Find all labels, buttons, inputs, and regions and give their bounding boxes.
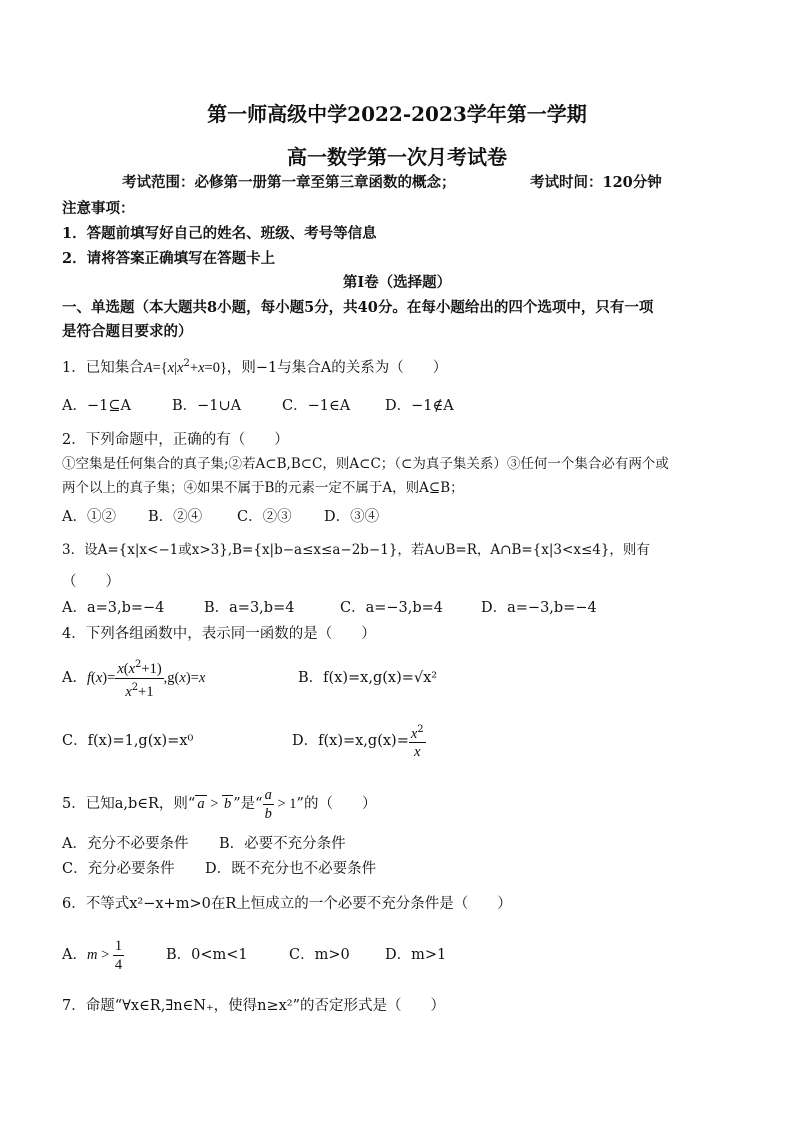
question-5: 5．已知a,b∈R，则“ a > b ”是“ $\frac{a}{b}$ > 1”的（ ） [62, 786, 377, 822]
q6-option-c[interactable]: C．m>0 [289, 947, 350, 963]
section-heading-cont: 是符合题目要求的） [62, 323, 193, 340]
q4-options-cd [62, 718, 424, 764]
q2-option-c[interactable]: C．②③ [237, 509, 292, 525]
q1-set-formula: A [143, 359, 153, 376]
part1-title: 第Ⅰ卷（选择题） [342, 274, 452, 291]
q2-statements-line1: ①空集是任何集合的真子集;②若A⊂B,B⊂C，则A⊂C；（⊂为真子集关系）③任何一个集合必有两个或 [62, 456, 669, 472]
exam-title: 第一师高级中学2022-2023学年第一学期 [207, 102, 587, 126]
q5-option-a[interactable]: A．充分不必要条件 [62, 836, 189, 852]
q2-option-a[interactable]: A．①② [62, 509, 116, 525]
question-4: 4．下列各组函数中，表示同一函数的是（ ） [62, 626, 376, 642]
question-3: 3．设A={x|x<−1或x>3},B={x|b−a≤x≤a−2b−1}，若A∪B=R，A∩B={x|3<x≤4}，则有 [62, 542, 650, 558]
question-7: 7．命题“∀x∈R,∃n∈N₊，使得n≥x²”的否定形式是（ ） [62, 998, 445, 1014]
q2-option-d[interactable]: D．③④ [324, 509, 380, 525]
notice-heading: 注意事项： [62, 200, 135, 217]
q5-options-row2 [62, 859, 377, 879]
q2-statements-line2: 两个以上的真子集；④如果不属于B的元素一定不属于A，则A⊆B； [62, 480, 464, 496]
q3-option-b[interactable]: B．a=3,b=4 [204, 600, 295, 616]
q4-option-b[interactable]: B．f(x)=x,g(x)=√x² [298, 670, 438, 686]
question-2: 2．下列命题中，正确的有（ ） [62, 432, 289, 448]
q4-options-ab [62, 655, 438, 701]
q6-option-d[interactable]: D．m>1 [385, 947, 447, 963]
q2-option-b[interactable]: B．②④ [148, 509, 203, 525]
q1-stem: 1．已知集合 [62, 359, 144, 376]
q1-option-b[interactable]: B．−1∪A [172, 398, 242, 414]
q4-option-d[interactable]: D．f(x)=x,g(x)= $\frac{x^2}{x}$ [292, 718, 426, 764]
q4-option-c[interactable]: C．f(x)=1,g(x)=x⁰ [62, 733, 194, 749]
q1-option-a[interactable]: A．−1⊆A [62, 398, 131, 414]
q3-option-d[interactable]: D．a=−3,b=−4 [481, 600, 597, 616]
notice-item: 2．请将答案正确填写在答题卡上 [62, 250, 276, 267]
exam-subtitle: 高一数学第一次月考试卷 [287, 145, 507, 169]
q4-option-a[interactable]: A．f(x)= $\frac{x(x^2+1)}{x^2+1}$ ,g(x)=x [62, 670, 205, 686]
q5-options-row1 [62, 834, 346, 854]
q3-option-c[interactable]: C．a=−3,b=4 [340, 600, 444, 616]
question-3-cont: （ ） [62, 574, 120, 590]
q5-option-c[interactable]: C．充分必要条件 [62, 861, 175, 877]
q1-tail: ，则−1与集合A的关系为（ ） [226, 359, 448, 376]
q5-option-b[interactable]: B．必要不充分条件 [219, 836, 346, 852]
q5-option-d[interactable]: D．既不充分也不必要条件 [205, 861, 377, 877]
section-heading: 一、单选题（本大题共8小题，每小题5分，共40分。在每小题给出的四个选项中，只有一项 [62, 299, 654, 316]
q1-option-c[interactable]: C．−1∈A [282, 398, 351, 414]
q6-options [62, 935, 447, 975]
exam-scope: 考试范围：必修第一册第一章至第三章函数的概念； [122, 174, 456, 191]
question-6: 6．不等式x²−x+m>0在R上恒成立的一个必要不充分条件是（ ） [62, 896, 512, 912]
exam-time: 考试时间：120分钟 [530, 174, 662, 191]
q6-option-a[interactable]: A．m > $\frac{1}{4}$ [62, 937, 123, 973]
q6-option-b[interactable]: B．0<m<1 [166, 947, 248, 963]
notice-item: 1．答题前填写好自己的姓名、班级、考号等信息 [62, 225, 377, 242]
question-1: 1．已知集合$A=\{x|x^2+x=0\}$，则−1与集合A的关系为（ ） [62, 358, 448, 376]
q3-option-a[interactable]: A．a=3,b=−4 [62, 600, 165, 616]
q1-option-d[interactable]: D．−1∉A [385, 398, 454, 414]
